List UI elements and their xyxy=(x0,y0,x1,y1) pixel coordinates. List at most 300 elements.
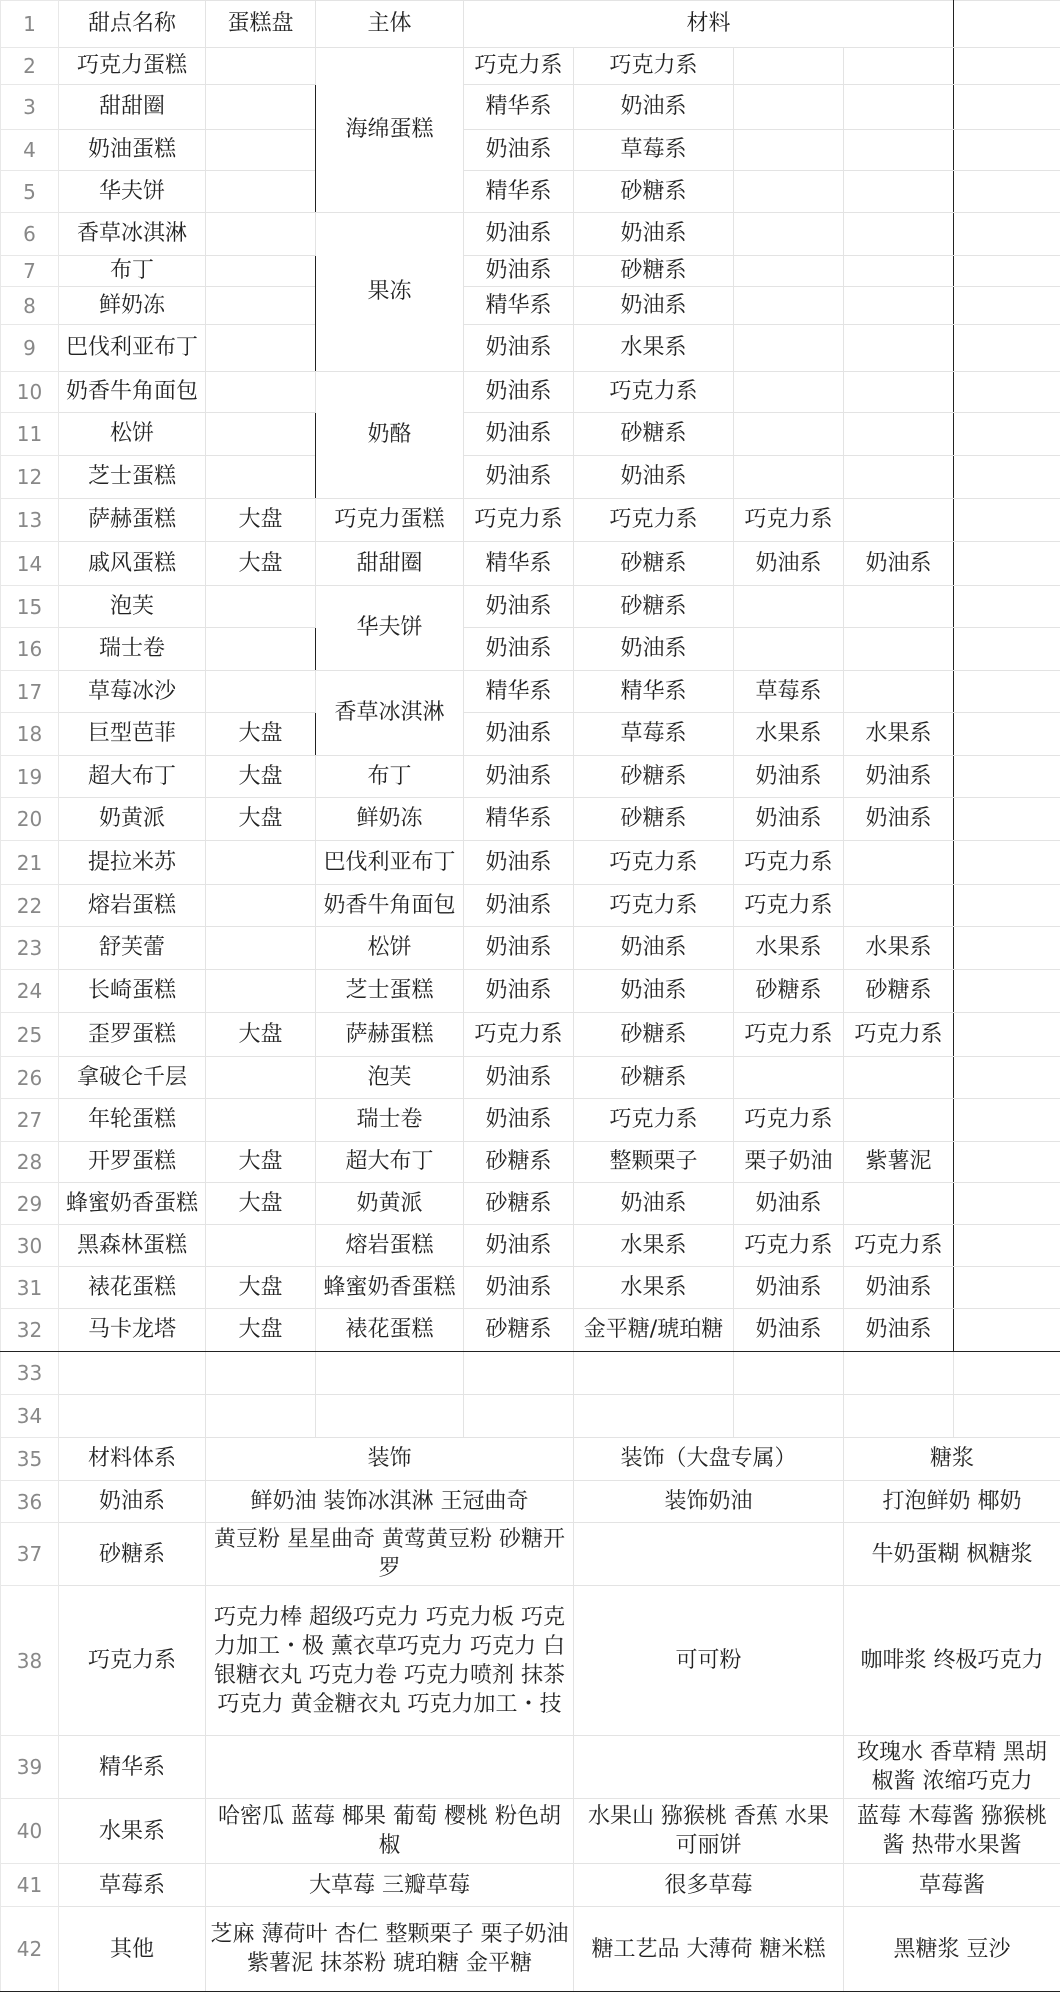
material-cell[interactable]: 奶油系 xyxy=(574,1183,734,1225)
material-cell[interactable] xyxy=(844,885,954,927)
dessert-name-cell[interactable]: 提拉米苏 xyxy=(59,841,206,885)
material-cell[interactable]: 砂糖系 xyxy=(574,1057,734,1099)
material-cell[interactable]: 精华系 xyxy=(464,671,574,713)
empty-cell[interactable] xyxy=(954,499,1060,542)
row-number[interactable]: 26 xyxy=(1,1057,59,1099)
material-cell[interactable]: 奶油系 xyxy=(844,542,954,586)
row-number[interactable]: 42 xyxy=(1,1907,59,1992)
dessert-name-cell[interactable]: 布丁 xyxy=(59,256,206,287)
empty-cell[interactable] xyxy=(59,1352,206,1395)
row-number[interactable]: 8 xyxy=(1,287,59,325)
material-cell[interactable]: 奶油系 xyxy=(574,970,734,1013)
base-cell[interactable]: 布丁 xyxy=(316,756,464,798)
header-decoration-large-plate[interactable]: 装饰（大盘专属） xyxy=(574,1438,844,1481)
dessert-name-cell[interactable]: 开罗蛋糕 xyxy=(59,1142,206,1183)
material-cell[interactable]: 砂糖系 xyxy=(464,1183,574,1225)
material-cell[interactable]: 砂糖系 xyxy=(574,542,734,586)
empty-cell[interactable] xyxy=(954,1013,1060,1057)
empty-cell[interactable] xyxy=(954,841,1060,885)
cake-plate-cell[interactable] xyxy=(206,841,316,885)
cake-plate-cell[interactable] xyxy=(206,325,316,372)
material-cell[interactable]: 巧克力系 xyxy=(734,1013,844,1057)
material-cell[interactable] xyxy=(844,130,954,171)
empty-cell[interactable] xyxy=(574,1395,734,1438)
material-cell[interactable]: 奶油系 xyxy=(464,130,574,171)
row-number[interactable]: 24 xyxy=(1,970,59,1013)
material-cell[interactable]: 奶油系 xyxy=(844,1309,954,1352)
material-cell[interactable]: 奶油系 xyxy=(734,1309,844,1352)
material-cell[interactable]: 巧克力系 xyxy=(574,885,734,927)
row-number[interactable]: 23 xyxy=(1,927,59,970)
empty-cell[interactable] xyxy=(206,1395,316,1438)
dessert-name-cell[interactable]: 戚风蛋糕 xyxy=(59,542,206,586)
empty-cell[interactable] xyxy=(954,287,1060,325)
row-number[interactable]: 12 xyxy=(1,456,59,499)
empty-cell[interactable] xyxy=(954,171,1060,213)
material-cell[interactable]: 奶油系 xyxy=(734,1183,844,1225)
material-cell[interactable]: 奶油系 xyxy=(844,756,954,798)
material-cell[interactable]: 奶油系 xyxy=(464,372,574,413)
material-cell[interactable]: 砂糖系 xyxy=(574,586,734,628)
row-number[interactable]: 13 xyxy=(1,499,59,542)
material-cell[interactable] xyxy=(844,325,954,372)
decoration-large-plate-cell[interactable]: 很多草莓 xyxy=(574,1864,844,1907)
syrup-cell[interactable]: 玫瑰水 香草精 黑胡椒酱 浓缩巧克力 xyxy=(844,1736,1060,1799)
syrup-cell[interactable]: 打泡鲜奶 椰奶 xyxy=(844,1481,1060,1523)
decoration-large-plate-cell[interactable]: 可可粉 xyxy=(574,1586,844,1736)
empty-cell[interactable] xyxy=(954,372,1060,413)
material-cell[interactable]: 奶油系 xyxy=(734,756,844,798)
material-cell[interactable]: 水果系 xyxy=(844,927,954,970)
empty-cell[interactable] xyxy=(954,798,1060,841)
cake-plate-cell[interactable] xyxy=(206,456,316,499)
base-cell[interactable]: 奶黄派 xyxy=(316,1183,464,1225)
row-number[interactable]: 3 xyxy=(1,85,59,130)
material-system-cell[interactable]: 奶油系 xyxy=(59,1481,206,1523)
material-cell[interactable]: 砂糖系 xyxy=(574,1013,734,1057)
empty-cell[interactable] xyxy=(954,456,1060,499)
material-cell[interactable] xyxy=(844,213,954,256)
cake-plate-cell[interactable]: 大盘 xyxy=(206,499,316,542)
decoration-cell[interactable] xyxy=(206,1736,574,1799)
row-number[interactable]: 9 xyxy=(1,325,59,372)
row-number[interactable]: 21 xyxy=(1,841,59,885)
material-cell[interactable] xyxy=(734,85,844,130)
cake-plate-cell[interactable]: 大盘 xyxy=(206,713,316,756)
decoration-large-plate-cell[interactable]: 装饰奶油 xyxy=(574,1481,844,1523)
base-cell[interactable]: 超大布丁 xyxy=(316,1142,464,1183)
cake-plate-cell[interactable] xyxy=(206,1225,316,1267)
empty-cell[interactable] xyxy=(464,1352,574,1395)
row-number[interactable]: 33 xyxy=(1,1352,59,1395)
empty-cell[interactable] xyxy=(954,1183,1060,1225)
material-cell[interactable] xyxy=(734,413,844,456)
material-cell[interactable] xyxy=(734,287,844,325)
decoration-cell[interactable]: 鲜奶油 装饰冰淇淋 王冠曲奇 xyxy=(206,1481,574,1523)
empty-cell[interactable] xyxy=(954,256,1060,287)
header-decoration[interactable]: 装饰 xyxy=(206,1438,574,1481)
material-cell[interactable]: 奶油系 xyxy=(464,1225,574,1267)
row-number[interactable]: 11 xyxy=(1,413,59,456)
material-cell[interactable]: 奶油系 xyxy=(464,885,574,927)
syrup-cell[interactable]: 牛奶蛋糊 枫糖浆 xyxy=(844,1523,1060,1586)
empty-cell[interactable] xyxy=(574,1352,734,1395)
material-cell[interactable] xyxy=(734,256,844,287)
material-cell[interactable] xyxy=(734,48,844,85)
base-cell[interactable]: 泡芙 xyxy=(316,1057,464,1099)
dessert-name-cell[interactable]: 拿破仑千层 xyxy=(59,1057,206,1099)
material-cell[interactable]: 巧克力系 xyxy=(574,48,734,85)
material-cell[interactable]: 奶油系 xyxy=(464,713,574,756)
dessert-name-cell[interactable]: 舒芙蕾 xyxy=(59,927,206,970)
empty-cell[interactable] xyxy=(954,48,1060,85)
decoration-large-plate-cell[interactable] xyxy=(574,1523,844,1586)
header-materials[interactable]: 材料 xyxy=(464,1,954,48)
material-cell[interactable] xyxy=(734,130,844,171)
material-cell[interactable]: 砂糖系 xyxy=(574,171,734,213)
empty-cell[interactable] xyxy=(206,1352,316,1395)
base-cell[interactable]: 巴伐利亚布丁 xyxy=(316,841,464,885)
cake-plate-cell[interactable]: 大盘 xyxy=(206,1267,316,1309)
cake-plate-cell[interactable] xyxy=(206,372,316,413)
base-cell[interactable]: 甜甜圈 xyxy=(316,542,464,586)
cake-plate-cell[interactable]: 大盘 xyxy=(206,1309,316,1352)
empty-cell[interactable] xyxy=(954,1,1060,48)
material-cell[interactable] xyxy=(734,171,844,213)
empty-cell[interactable] xyxy=(954,1142,1060,1183)
decoration-large-plate-cell[interactable]: 水果山 猕猴桃 香蕉 水果可丽饼 xyxy=(574,1799,844,1864)
material-cell[interactable]: 奶油系 xyxy=(844,1267,954,1309)
cake-plate-cell[interactable] xyxy=(206,171,316,213)
material-cell[interactable] xyxy=(844,1099,954,1142)
cake-plate-cell[interactable] xyxy=(206,256,316,287)
base-cell[interactable]: 巧克力蛋糕 xyxy=(316,499,464,542)
material-cell[interactable] xyxy=(734,213,844,256)
empty-cell[interactable] xyxy=(954,1267,1060,1309)
material-cell[interactable]: 奶油系 xyxy=(464,456,574,499)
syrup-cell[interactable]: 草莓酱 xyxy=(844,1864,1060,1907)
material-system-cell[interactable]: 精华系 xyxy=(59,1736,206,1799)
row-number[interactable]: 25 xyxy=(1,1013,59,1057)
material-cell[interactable] xyxy=(844,372,954,413)
material-cell[interactable]: 奶油系 xyxy=(734,1267,844,1309)
syrup-cell[interactable]: 黑糖浆 豆沙 xyxy=(844,1907,1060,1992)
empty-cell[interactable] xyxy=(844,1352,954,1395)
base-cell[interactable]: 海绵蛋糕 xyxy=(316,48,464,213)
empty-cell[interactable] xyxy=(954,542,1060,586)
syrup-cell[interactable]: 咖啡浆 终极巧克力 xyxy=(844,1586,1060,1736)
material-cell[interactable]: 巧克力系 xyxy=(734,499,844,542)
material-cell[interactable] xyxy=(734,325,844,372)
material-cell[interactable] xyxy=(844,671,954,713)
cake-plate-cell[interactable] xyxy=(206,1099,316,1142)
empty-cell[interactable] xyxy=(954,130,1060,171)
row-number[interactable]: 40 xyxy=(1,1799,59,1864)
row-number[interactable]: 20 xyxy=(1,798,59,841)
material-cell[interactable]: 砂糖系 xyxy=(464,1142,574,1183)
dessert-name-cell[interactable]: 草莓冰沙 xyxy=(59,671,206,713)
dessert-name-cell[interactable]: 华夫饼 xyxy=(59,171,206,213)
empty-cell[interactable] xyxy=(954,85,1060,130)
material-cell[interactable]: 栗子奶油 xyxy=(734,1142,844,1183)
cake-plate-cell[interactable]: 大盘 xyxy=(206,542,316,586)
material-cell[interactable]: 精华系 xyxy=(464,85,574,130)
dessert-name-cell[interactable]: 巨型芭菲 xyxy=(59,713,206,756)
material-cell[interactable]: 巧克力系 xyxy=(574,372,734,413)
dessert-name-cell[interactable]: 瑞士卷 xyxy=(59,628,206,671)
material-cell[interactable]: 奶油系 xyxy=(464,970,574,1013)
material-cell[interactable]: 精华系 xyxy=(464,287,574,325)
empty-cell[interactable] xyxy=(954,970,1060,1013)
dessert-name-cell[interactable]: 巴伐利亚布丁 xyxy=(59,325,206,372)
material-cell[interactable]: 奶油系 xyxy=(734,798,844,841)
dessert-name-cell[interactable]: 歪罗蛋糕 xyxy=(59,1013,206,1057)
dessert-name-cell[interactable]: 马卡龙塔 xyxy=(59,1309,206,1352)
empty-cell[interactable] xyxy=(59,1395,206,1438)
row-number[interactable]: 16 xyxy=(1,628,59,671)
empty-cell[interactable] xyxy=(734,1352,844,1395)
empty-cell[interactable] xyxy=(954,586,1060,628)
material-cell[interactable] xyxy=(734,372,844,413)
row-number[interactable]: 22 xyxy=(1,885,59,927)
material-cell[interactable]: 金平糖/琥珀糖 xyxy=(574,1309,734,1352)
cake-plate-cell[interactable]: 大盘 xyxy=(206,756,316,798)
row-number[interactable]: 34 xyxy=(1,1395,59,1438)
material-cell[interactable]: 紫薯泥 xyxy=(844,1142,954,1183)
dessert-name-cell[interactable]: 萨赫蛋糕 xyxy=(59,499,206,542)
base-cell[interactable]: 芝士蛋糕 xyxy=(316,970,464,1013)
dessert-name-cell[interactable]: 裱花蛋糕 xyxy=(59,1267,206,1309)
row-number[interactable]: 37 xyxy=(1,1523,59,1586)
row-number[interactable]: 35 xyxy=(1,1438,59,1481)
material-cell[interactable]: 巧克力系 xyxy=(464,1013,574,1057)
dessert-name-cell[interactable]: 巧克力蛋糕 xyxy=(59,48,206,85)
material-cell[interactable]: 奶油系 xyxy=(844,798,954,841)
base-cell[interactable]: 奶香牛角面包 xyxy=(316,885,464,927)
dessert-name-cell[interactable]: 香草冰淇淋 xyxy=(59,213,206,256)
cake-plate-cell[interactable] xyxy=(206,586,316,628)
material-cell[interactable]: 奶油系 xyxy=(574,927,734,970)
dessert-name-cell[interactable]: 奶香牛角面包 xyxy=(59,372,206,413)
decoration-cell[interactable]: 哈密瓜 蓝莓 椰果 葡萄 樱桃 粉色胡椒 xyxy=(206,1799,574,1864)
material-cell[interactable] xyxy=(844,1183,954,1225)
material-cell[interactable]: 水果系 xyxy=(574,1225,734,1267)
material-cell[interactable]: 巧克力系 xyxy=(734,841,844,885)
material-cell[interactable]: 奶油系 xyxy=(464,927,574,970)
row-number[interactable]: 7 xyxy=(1,256,59,287)
material-system-cell[interactable]: 水果系 xyxy=(59,1799,206,1864)
dessert-name-cell[interactable]: 松饼 xyxy=(59,413,206,456)
empty-cell[interactable] xyxy=(734,1395,844,1438)
cake-plate-cell[interactable] xyxy=(206,413,316,456)
dessert-name-cell[interactable]: 长崎蛋糕 xyxy=(59,970,206,1013)
material-cell[interactable]: 巧克力系 xyxy=(574,1099,734,1142)
empty-cell[interactable] xyxy=(316,1352,464,1395)
empty-cell[interactable] xyxy=(954,756,1060,798)
empty-cell[interactable] xyxy=(954,927,1060,970)
material-cell[interactable] xyxy=(844,85,954,130)
row-number[interactable]: 15 xyxy=(1,586,59,628)
dessert-name-cell[interactable]: 泡芙 xyxy=(59,586,206,628)
row-number[interactable]: 27 xyxy=(1,1099,59,1142)
empty-cell[interactable] xyxy=(954,413,1060,456)
base-cell[interactable]: 熔岩蛋糕 xyxy=(316,1225,464,1267)
empty-cell[interactable] xyxy=(954,628,1060,671)
dessert-name-cell[interactable]: 黑森林蛋糕 xyxy=(59,1225,206,1267)
material-cell[interactable]: 奶油系 xyxy=(574,628,734,671)
dessert-name-cell[interactable]: 超大布丁 xyxy=(59,756,206,798)
row-number[interactable]: 17 xyxy=(1,671,59,713)
material-cell[interactable]: 精华系 xyxy=(574,671,734,713)
decoration-large-plate-cell[interactable]: 糖工艺品 大薄荷 糖米糕 xyxy=(574,1907,844,1992)
material-cell[interactable] xyxy=(844,586,954,628)
material-cell[interactable]: 奶油系 xyxy=(464,213,574,256)
material-cell[interactable] xyxy=(844,287,954,325)
cake-plate-cell[interactable] xyxy=(206,213,316,256)
dessert-name-cell[interactable]: 鲜奶冻 xyxy=(59,287,206,325)
cake-plate-cell[interactable] xyxy=(206,671,316,713)
decoration-cell[interactable]: 黄豆粉 星星曲奇 黄莺黄豆粉 砂糖开罗 xyxy=(206,1523,574,1586)
material-cell[interactable]: 水果系 xyxy=(734,927,844,970)
cake-plate-cell[interactable]: 大盘 xyxy=(206,1183,316,1225)
material-cell[interactable]: 精华系 xyxy=(464,542,574,586)
material-cell[interactable]: 奶油系 xyxy=(574,456,734,499)
material-cell[interactable]: 巧克力系 xyxy=(464,48,574,85)
row-number[interactable]: 39 xyxy=(1,1736,59,1799)
cake-plate-cell[interactable] xyxy=(206,287,316,325)
empty-cell[interactable] xyxy=(954,1057,1060,1099)
base-cell[interactable]: 奶酪 xyxy=(316,372,464,499)
material-cell[interactable]: 奶油系 xyxy=(464,841,574,885)
cake-plate-cell[interactable] xyxy=(206,927,316,970)
decoration-cell[interactable]: 大草莓 三瓣草莓 xyxy=(206,1864,574,1907)
material-cell[interactable]: 砂糖系 xyxy=(734,970,844,1013)
empty-cell[interactable] xyxy=(954,1395,1060,1438)
row-number[interactable]: 28 xyxy=(1,1142,59,1183)
material-cell[interactable]: 巧克力系 xyxy=(734,885,844,927)
material-cell[interactable]: 巧克力系 xyxy=(734,1099,844,1142)
empty-cell[interactable] xyxy=(844,1395,954,1438)
row-number[interactable]: 14 xyxy=(1,542,59,586)
material-cell[interactable] xyxy=(734,456,844,499)
empty-cell[interactable] xyxy=(954,325,1060,372)
material-cell[interactable]: 巧克力系 xyxy=(464,499,574,542)
material-cell[interactable]: 水果系 xyxy=(574,1267,734,1309)
material-cell[interactable]: 奶油系 xyxy=(464,1057,574,1099)
material-system-cell[interactable]: 砂糖系 xyxy=(59,1523,206,1586)
decoration-large-plate-cell[interactable] xyxy=(574,1736,844,1799)
cake-plate-cell[interactable] xyxy=(206,48,316,85)
row-number[interactable]: 1 xyxy=(1,1,59,48)
material-cell[interactable]: 巧克力系 xyxy=(574,499,734,542)
syrup-cell[interactable]: 蓝莓 木莓酱 猕猴桃酱 热带水果酱 xyxy=(844,1799,1060,1864)
cake-plate-cell[interactable] xyxy=(206,85,316,130)
row-number[interactable]: 4 xyxy=(1,130,59,171)
material-cell[interactable] xyxy=(844,413,954,456)
header-cake-plate[interactable]: 蛋糕盘 xyxy=(206,1,316,48)
material-cell[interactable]: 水果系 xyxy=(574,325,734,372)
row-number[interactable]: 6 xyxy=(1,213,59,256)
material-cell[interactable]: 精华系 xyxy=(464,171,574,213)
material-cell[interactable] xyxy=(844,456,954,499)
cake-plate-cell[interactable] xyxy=(206,885,316,927)
row-number[interactable]: 5 xyxy=(1,171,59,213)
dessert-name-cell[interactable]: 年轮蛋糕 xyxy=(59,1099,206,1142)
material-cell[interactable]: 巧克力系 xyxy=(734,1225,844,1267)
dessert-name-cell[interactable]: 奶油蛋糕 xyxy=(59,130,206,171)
dessert-name-cell[interactable]: 蜂蜜奶香蛋糕 xyxy=(59,1183,206,1225)
material-cell[interactable]: 水果系 xyxy=(844,713,954,756)
row-number[interactable]: 19 xyxy=(1,756,59,798)
base-cell[interactable]: 华夫饼 xyxy=(316,586,464,671)
empty-cell[interactable] xyxy=(464,1395,574,1438)
base-cell[interactable]: 裱花蛋糕 xyxy=(316,1309,464,1352)
cake-plate-cell[interactable] xyxy=(206,130,316,171)
row-number[interactable]: 38 xyxy=(1,1586,59,1736)
material-cell[interactable]: 整颗栗子 xyxy=(574,1142,734,1183)
cake-plate-cell[interactable]: 大盘 xyxy=(206,1013,316,1057)
material-cell[interactable]: 草莓系 xyxy=(574,713,734,756)
cake-plate-cell[interactable] xyxy=(206,1057,316,1099)
material-cell[interactable]: 巧克力系 xyxy=(844,1013,954,1057)
base-cell[interactable]: 香草冰淇淋 xyxy=(316,671,464,756)
material-cell[interactable]: 精华系 xyxy=(464,798,574,841)
dessert-name-cell[interactable]: 芝士蛋糕 xyxy=(59,456,206,499)
material-cell[interactable]: 奶油系 xyxy=(464,256,574,287)
cake-plate-cell[interactable] xyxy=(206,628,316,671)
material-system-cell[interactable]: 草莓系 xyxy=(59,1864,206,1907)
material-cell[interactable]: 砂糖系 xyxy=(464,1309,574,1352)
material-cell[interactable]: 砂糖系 xyxy=(574,756,734,798)
header-base[interactable]: 主体 xyxy=(316,1,464,48)
material-cell[interactable]: 水果系 xyxy=(734,713,844,756)
decoration-cell[interactable]: 芝麻 薄荷叶 杏仁 整颗栗子 栗子奶油 紫薯泥 抹茶粉 琥珀糖 金平糖 xyxy=(206,1907,574,1992)
dessert-name-cell[interactable]: 熔岩蛋糕 xyxy=(59,885,206,927)
material-cell[interactable]: 奶油系 xyxy=(464,413,574,456)
empty-cell[interactable] xyxy=(954,671,1060,713)
base-cell[interactable]: 瑞士卷 xyxy=(316,1099,464,1142)
material-cell[interactable]: 奶油系 xyxy=(734,542,844,586)
row-number[interactable]: 18 xyxy=(1,713,59,756)
material-cell[interactable]: 砂糖系 xyxy=(574,256,734,287)
row-number[interactable]: 30 xyxy=(1,1225,59,1267)
material-cell[interactable]: 巧克力系 xyxy=(844,1225,954,1267)
row-number[interactable]: 29 xyxy=(1,1183,59,1225)
base-cell[interactable]: 松饼 xyxy=(316,927,464,970)
empty-cell[interactable] xyxy=(954,713,1060,756)
material-cell[interactable]: 奶油系 xyxy=(464,756,574,798)
empty-cell[interactable] xyxy=(954,1225,1060,1267)
header-dessert-name[interactable]: 甜点名称 xyxy=(59,1,206,48)
material-system-cell[interactable]: 其他 xyxy=(59,1907,206,1992)
cake-plate-cell[interactable] xyxy=(206,970,316,1013)
material-cell[interactable]: 奶油系 xyxy=(464,1099,574,1142)
row-number[interactable]: 10 xyxy=(1,372,59,413)
empty-cell[interactable] xyxy=(316,1395,464,1438)
material-cell[interactable] xyxy=(734,628,844,671)
empty-cell[interactable] xyxy=(954,213,1060,256)
decoration-cell[interactable]: 巧克力棒 超级巧克力 巧克力板 巧克力加工・极 薰衣草巧克力 巧克力 白银糖衣丸 巧克力卷 巧克力喷剂 抹茶巧克力 黄金糖衣丸 巧克力加工・技 xyxy=(206,1586,574,1736)
material-cell[interactable]: 奶油系 xyxy=(464,628,574,671)
material-cell[interactable] xyxy=(734,586,844,628)
material-cell[interactable]: 砂糖系 xyxy=(844,970,954,1013)
base-cell[interactable]: 果冻 xyxy=(316,213,464,372)
material-cell[interactable]: 草莓系 xyxy=(734,671,844,713)
row-number[interactable]: 31 xyxy=(1,1267,59,1309)
row-number[interactable]: 32 xyxy=(1,1309,59,1352)
empty-cell[interactable] xyxy=(954,885,1060,927)
row-number[interactable]: 2 xyxy=(1,48,59,85)
